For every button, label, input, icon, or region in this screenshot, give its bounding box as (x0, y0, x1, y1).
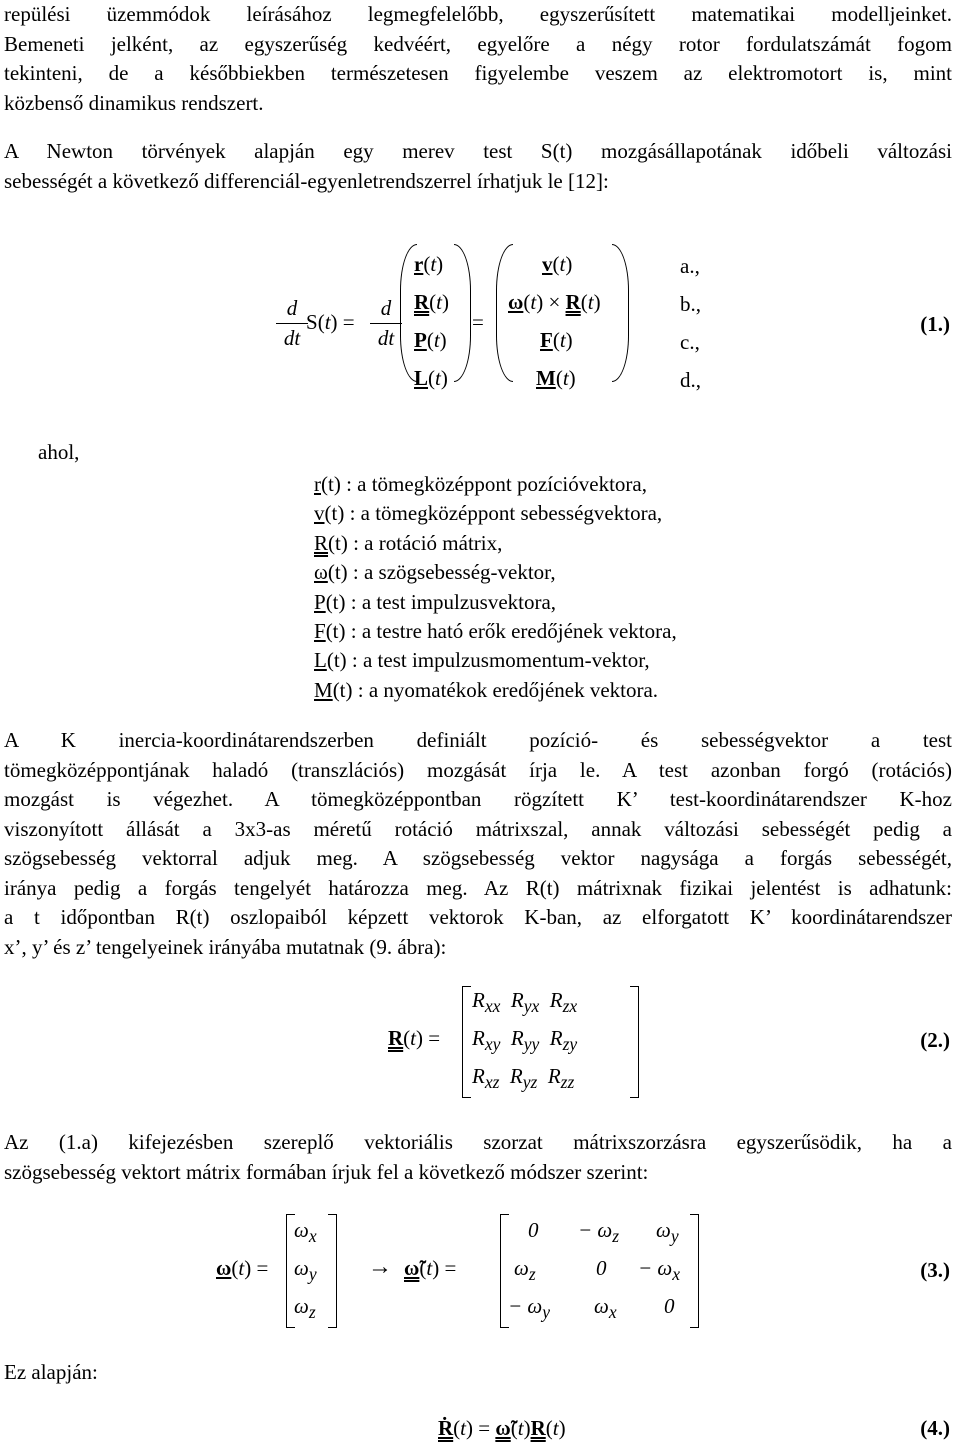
text-line: a t időpontban R(t) oszlopaiból képzett vektorok K-ban, az elforgatott K’ koordinátarendszer (4, 905, 952, 929)
definition-item: r(t) : a tömegközéppont pozícióvektora, (314, 472, 647, 496)
rhs-vector-entry: F(t) (540, 328, 573, 352)
text-line: szögsebesség vektorral adjuk meg. A szögsebesség vektor nagysága a forgás sebességét, (4, 846, 952, 870)
equation-number: (3.) (920, 1258, 950, 1282)
definition-item: F(t) : a testre ható erők eredőjének vektora, (314, 619, 677, 644)
matrix-cell: $\omega_x$ (594, 1294, 617, 1323)
equals-sign: = (472, 310, 484, 334)
derivative-operator-2: d dt (370, 296, 402, 351)
vector-entry: $\omega_z$ (294, 1294, 316, 1323)
text-line: közbenső dinamikus rendszert. (4, 90, 264, 115)
lhs-vector-entry: r(t) (414, 252, 444, 276)
paragraph-4 (4, 1128, 952, 1187)
text-line: A Newton törvények alapján egy merev test S(t) mozgásállapotának időbeli változási (4, 139, 952, 163)
right-bracket (328, 1214, 337, 1328)
equation-number: (2.) (920, 1028, 950, 1052)
right-paren (454, 244, 471, 382)
matrix-cell: 0 (596, 1256, 607, 1280)
matrix-cell: − $\omega_x$ (638, 1256, 681, 1285)
rhs-vector-entry: M(t) (536, 366, 576, 390)
arrow: → (368, 1254, 392, 1280)
derivative-operator-1: d dt (276, 296, 308, 351)
text-line: x’, y’ és z’ tengelyeinek irányába mutatnak (9. ábra): (4, 934, 447, 959)
text-line: mozgást is végezhet. A tömegközéppontban rögzített K’ test-koordinátarendszer K-hoz (4, 787, 952, 811)
text-line: repülési üzemmódok leírásához legmegfelelőbb, egyszerűsített matematikai modelljeinket. (4, 2, 952, 26)
text-line: iránya pedig a forgás tengelyét határozza meg. Az R(t) mátrixnak fizikai jelentést is adhatunk: (4, 875, 952, 900)
right-paren (612, 244, 629, 382)
equation-sub-label: c., (680, 330, 700, 354)
rhs-vector-entry: ω(t) × R(t) (508, 290, 601, 314)
definition-item: M(t) : a nyomatékok eredőjének vektora. (314, 677, 659, 702)
text-line: tömegközéppontjának haladó (transzlációs) mozgását írja le. A test azonban forgó (rotációs) (4, 757, 952, 782)
equation-sub-label: d., (680, 368, 701, 392)
equation-sub-label: b., (680, 292, 701, 316)
paragraph-1 (4, 0, 952, 118)
text-line: szögsebesség vektort mátrix formában írjuk fel a következő módszer szerint: (4, 1159, 649, 1184)
matrix-cell: − $\omega_z$ (578, 1218, 620, 1247)
right-bracket (630, 986, 639, 1098)
text-line: A K inercia-koordinátarendszerben definiált pozíció- és sebességvektor a test (4, 728, 952, 752)
equation-lhs: ω̃(t) = (404, 1256, 457, 1280)
paragraph-3 (4, 726, 952, 962)
ez-alapjan-label: Ez alapján: (4, 1360, 98, 1384)
equation-lhs: ω(t) = (216, 1256, 269, 1280)
matrix-cell: $\omega_y$ (656, 1218, 679, 1247)
matrix-cell: 0 (528, 1218, 539, 1242)
equation-number: (1.) (920, 312, 950, 336)
text-line: viszonyított állását a 3x3-as méretű rotáció mátrixszal, annak változási sebességét pedig a (4, 816, 952, 841)
text-line: tekinteni, de a későbbiekben természetesen figyelembe veszem az elektromotort is, mint (4, 61, 952, 85)
definitions-list (314, 470, 677, 705)
lhs-vector-entry: L(t) (414, 366, 448, 390)
vector-entry: $\omega_x$ (294, 1218, 317, 1247)
lhs-vector-entry: R(t) (414, 290, 450, 314)
text-line: Az (1.a) kifejezésben szereplő vektoriális szorzat mátrixszorzásra egyszerűsödik, ha a (4, 1130, 952, 1154)
matrix-row: $R_{xx}$ $R_{yx}$ $R_{zx}$ (472, 988, 578, 1017)
state-symbol: S(t) = (306, 310, 355, 334)
definition-item: P(t) : a test impulzusvektora, (314, 589, 557, 614)
text-line: sebességét a következő differenciál-egyenletrendszerrel írhatjuk le [12]: (4, 168, 609, 193)
paragraph-2 (4, 137, 952, 196)
matrix-cell: 0 (664, 1294, 675, 1318)
ahol-label: ahol, (38, 440, 80, 464)
equation-lhs: R(t) = (388, 1026, 441, 1050)
equation-sub-label: a., (680, 254, 700, 278)
equation-expression: Ṙ(t) = ω̃(t)R(t) (438, 1416, 566, 1440)
equation-number: (4.) (920, 1416, 950, 1440)
definition-item: ω(t) : a szögsebesség-vektor, (314, 560, 556, 585)
definition-item: L(t) : a test impulzusmomentum-vektor, (314, 648, 650, 673)
matrix-cell: $\omega_z$ (514, 1256, 536, 1285)
matrix-row: $R_{xz}$ $R_{yz}$ $R_{zz}$ (472, 1064, 575, 1093)
lhs-vector-entry: P(t) (414, 328, 447, 352)
definition-item: R(t) : a rotáció mátrix, (314, 530, 503, 555)
left-bracket (462, 986, 471, 1098)
vector-entry: $\omega_y$ (294, 1256, 317, 1285)
definition-item: v(t) : a tömegközéppont sebességvektora, (314, 501, 663, 526)
right-bracket (690, 1214, 699, 1328)
matrix-cell: − $\omega_y$ (508, 1294, 551, 1323)
rhs-vector-entry: v(t) (542, 252, 573, 276)
text-line: Bemeneti jelként, az egyszerűség kedvéért, egyelőre a négy rotor fordulatszámát fogom (4, 31, 952, 56)
matrix-row: $R_{xy}$ $R_{yy}$ $R_{zy}$ (472, 1026, 578, 1055)
